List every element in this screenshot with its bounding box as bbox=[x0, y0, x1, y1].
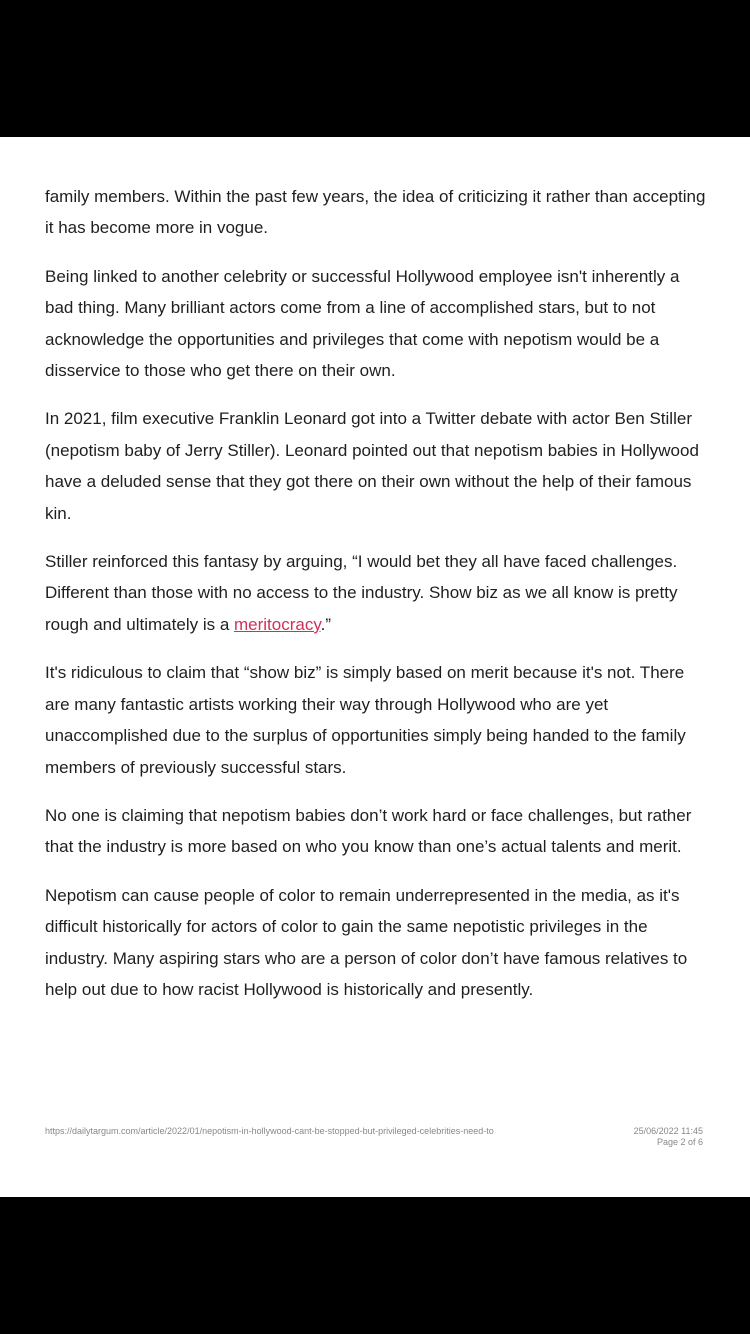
paragraph: No one is claiming that nepotism babies don’t work hard or face challenges, but rather that the industry is more based on who you know than one’s actual talents and merit. bbox=[45, 805, 692, 857]
paragraph-text: .” bbox=[320, 614, 331, 634]
paragraph-text: Stiller reinforced this fantasy by arguing, “I would bet they all have faced challenges. Different than those with no access to the industry. Show biz as we all know is pretty rough and ultimately is a bbox=[45, 552, 678, 634]
paragraph: In 2021, film executive Franklin Leonard got into a Twitter debate with actor Ben Stiller (nepotism baby of Jerry Stiller). Leonard pointed out that nepotism babies in Hollywood have a deluded sense that they got there on their own without the help of their famous kin. bbox=[45, 409, 699, 523]
paragraph: It's ridiculous to claim that “show biz” is simply based on merit because it's not. There are many fantastic artists working their way through Hollywood who are yet unaccomplished due to the surplus of opportunities simply being handed to the family members of previously successful stars. bbox=[45, 663, 686, 777]
paragraph bbox=[45, 546, 710, 640]
meritocracy-link[interactable]: meritocracy bbox=[234, 614, 321, 634]
document-page bbox=[0, 137, 750, 1197]
paragraph: Nepotism can cause people of color to remain underrepresented in the media, as it's difficult historically for actors of color to gain the same nepotistic privileges in the industry. Many aspiring stars who are a person of color don’t have famous relatives to help out due to how racist Hollywood is historically and presently. bbox=[45, 885, 688, 999]
footer-meta bbox=[634, 1126, 703, 1148]
footer-datetime: 25/06/2022 11:45 bbox=[633, 1126, 703, 1136]
article-body bbox=[45, 181, 710, 1022]
page-number: Page 2 of 6 bbox=[656, 1137, 703, 1147]
paragraph: Being linked to another celebrity or successful Hollywood employee isn't inherently a bad thing. Many brilliant actors come from a line of accomplished stars, but to not acknowledge the opportunities and privileges that come with nepotism would be a disservice to those who get there on their own. bbox=[45, 266, 680, 381]
footer-url: https://dailytargum.com/article/2022/01/nepotism-in-hollywood-cant-be-stopped-but-privileged-celebrities-need-to bbox=[45, 1126, 494, 1136]
paragraph: family members. Within the past few years, the idea of criticizing it rather than accepting it has become more in vogue. bbox=[45, 187, 706, 238]
